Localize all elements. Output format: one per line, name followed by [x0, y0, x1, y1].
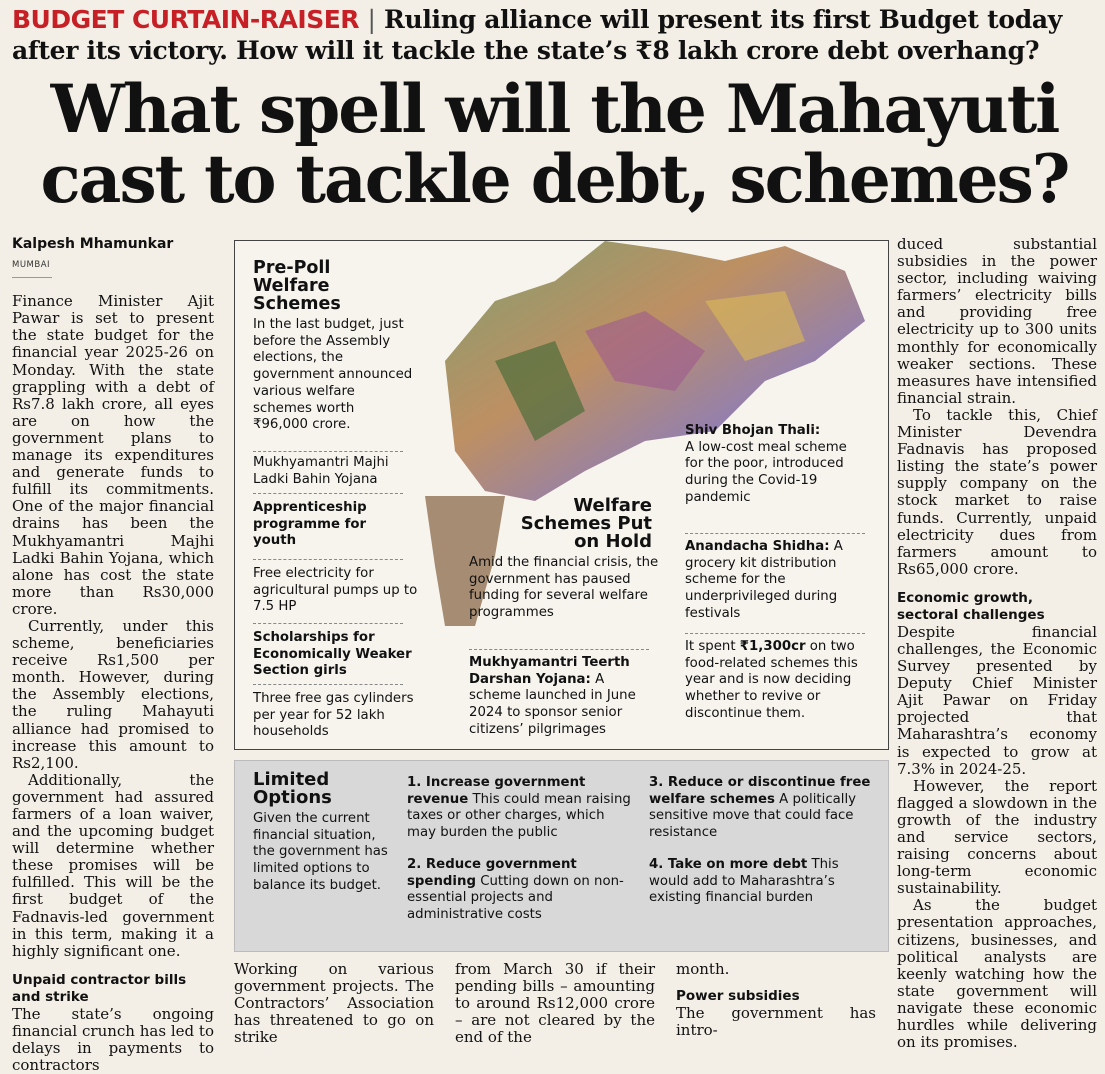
- option-3: [649, 775, 874, 842]
- col5-subhead: Economic growth, sectoral challenges: [897, 589, 1045, 623]
- col4-text: The government has intro-: [676, 1004, 876, 1040]
- limited-title: Limited Options: [253, 769, 332, 808]
- shiv-bhojan: [685, 423, 865, 507]
- divider: [253, 623, 403, 624]
- option-4-head: 4. Take on more debt: [649, 857, 808, 872]
- option-4-text: This would add to Maharashtra’s existing financial burden: [649, 857, 839, 906]
- col1-subhead: Unpaid contractor bills and strike: [12, 971, 187, 1005]
- prepoll-intro: In the last budget, just before the Assembly elections, the government announced various welfare schemes worth ₹96,000 crore.: [253, 317, 413, 433]
- column-2-bottom: Working on various government projects. The Contractors’ Association has threatened to go on strike: [234, 960, 434, 1047]
- option-1: [407, 775, 632, 842]
- option-2-head: 2. Reduce government spending: [407, 857, 577, 889]
- col5-paragraph-2: To tackle this, Chief Minister Devendra Fadnavis has proposed listing the state’s power supply company on the stock market to raise funds. Currently, unpaid electricity dues from farmers amount to Rs65,000 crore.: [897, 405, 1097, 578]
- col1-paragraph-2: Currently, under this scheme, beneficiaries receive Rs1,500 per month. However, during the Assembly elections, the ruling Mahayuti alliance had promised to increase this amount to Rs2,100.: [12, 616, 214, 772]
- column-3-bottom: from March 30 if their pending bills – amounting to around Rs12,000 crore – are not cleared by the end of the: [455, 960, 655, 1047]
- col5-paragraph-3: Despite financial challenges, the Economic Survey presented by Deputy Chief Minister Ajit Pawar on Friday projected that Maharashtra’s economy is expected to grow at 7.3% in 2024-25.: [897, 622, 1097, 778]
- col1-paragraph-1: Finance Minister Ajit Pawar is set to present the state budget for the financial year 2025-26 on Monday. With the state grappling with a debt of Rs7.8 lakh crore, all eyes are on how the government plans to manage its expenditures and generate funds to fulfill its commitments. One of the major financial drains has been the Mukhyamantri Majhi Ladki Bahin Yojana, which alone has cost the state more than Rs30,000 crore.: [12, 292, 214, 618]
- option-1-head: 1. Increase government revenue: [407, 775, 586, 807]
- col4-subhead: Power subsidies: [676, 988, 800, 1005]
- divider: [469, 649, 649, 650]
- divider: [253, 493, 403, 494]
- limited-options-box: [234, 760, 889, 952]
- teerth-name: Mukhyamantri Teerth Darshan Yojana:: [469, 655, 630, 687]
- prepoll-item-2: Apprenticeship programme for youth: [253, 500, 367, 549]
- option-2: [407, 857, 632, 924]
- onhold-title: Welfare Schemes Put on Hold: [520, 495, 652, 552]
- column-1: [12, 236, 214, 1074]
- kicker-text: Ruling alliance will present its first Budget today after its victory. How will it tackle the state’s ₹8 lakh crore debt overhang?: [12, 5, 1062, 65]
- col5-paragraph-1: duced substantial subsidies in the power sector, including waiving farmers’ electricity bills and providing free electricity up to 300 units monthly for economically weaker sections. These measures have intensified financial strain.: [897, 235, 1097, 407]
- divider: [253, 684, 403, 685]
- prepoll-item-4: Scholarships for Economically Weaker Section girls: [253, 630, 412, 679]
- headline-line-1: What spell will the Mahayuti: [50, 70, 1059, 148]
- prepoll-item-1: Mukhyamantri Majhi Ladki Bahin Yojana: [253, 455, 389, 487]
- divider: [253, 559, 403, 560]
- headline-line-2: cast to tackle debt, schemes?: [40, 140, 1069, 218]
- spent-note: [685, 639, 870, 723]
- divider: [685, 633, 865, 634]
- option-4: [649, 857, 874, 907]
- prepoll-title: Pre-Poll Welfare Schemes: [253, 258, 341, 314]
- byline-author: Kalpesh Mhamunkar: [12, 236, 174, 252]
- spent-post: on two food-related schemes this year and is now deciding whether to revive or discontinue them.: [685, 639, 858, 721]
- spent-pre: It spent: [685, 639, 736, 654]
- anand-name: Anandacha Shidha:: [685, 539, 830, 554]
- onhold-intro: Amid the financial crisis, the government has paused funding for several welfare programmes: [469, 555, 659, 621]
- headline: [12, 70, 1097, 218]
- option-1-text: This could mean raising taxes or other charges, which may burden the public: [407, 791, 631, 841]
- limited-intro: Given the current financial situation, the government has limited options to balance its budget.: [253, 811, 388, 893]
- divider: [685, 533, 865, 534]
- shiv-name: Shiv Bhojan Thali:: [685, 423, 821, 438]
- option-3-head: 3. Reduce or discontinue free welfare schemes: [649, 775, 871, 807]
- option-3-text: A politically sensitive move that could face resistance: [649, 791, 857, 841]
- divider: [253, 451, 403, 452]
- anandacha-shidha: [685, 539, 865, 623]
- shiv-text: A low-cost meal scheme for the poor, introduced during the Covid-19 pandemic: [685, 439, 847, 505]
- col5-paragraph-5: As the budget presentation approaches, citizens, businesses, and political analysts are keenly watching how the state government will navigate these economic hurdles while delivering on its promises.: [897, 896, 1097, 1052]
- col5-paragraph-4: However, the report flagged a slowdown in the growth of the industry and service sectors, raising concerns about long-term economic sustainability.: [897, 776, 1097, 898]
- col1-paragraph-3: Additionally, the government had assured farmers of a loan waiver, and the upcoming budget will determine whether these promises will be fulfilled. This will be the first budget of the Fadnavis-led government in this term, making it a highly significant one.: [12, 770, 214, 960]
- prepoll-item-5: Three free gas cylinders per year for 52 lakh households: [253, 691, 414, 740]
- kicker-tag: BUDGET CURTAIN-RAISER: [12, 5, 360, 34]
- byline-dateline: MUMBAI: [12, 260, 51, 271]
- byline-rule: [12, 277, 52, 278]
- col1-paragraph-4: The state’s ongoing financial crunch has led to delays in payments to contractors: [12, 1004, 214, 1074]
- teerth-text: A scheme launched in June 2024 to sponsor senior citizens’ pilgrimages: [469, 671, 636, 737]
- prepoll-item-3: Free electricity for agricultural pumps up to 7.5 HP: [253, 566, 418, 615]
- anand-text: A grocery kit distribution scheme for the underprivileged during festivals: [685, 539, 843, 621]
- option-2-text: Cutting down on non-essential projects and administrative costs: [407, 873, 624, 923]
- kicker: [12, 4, 1097, 66]
- onhold-teerth: [469, 655, 644, 739]
- infographic: [234, 240, 889, 750]
- col4-top: month.: [676, 960, 730, 978]
- column-4-bottom: [676, 961, 876, 1039]
- spent-amount: ₹1,300cr: [739, 639, 806, 654]
- column-5: [897, 236, 1097, 1051]
- kicker-separator: |: [367, 5, 376, 34]
